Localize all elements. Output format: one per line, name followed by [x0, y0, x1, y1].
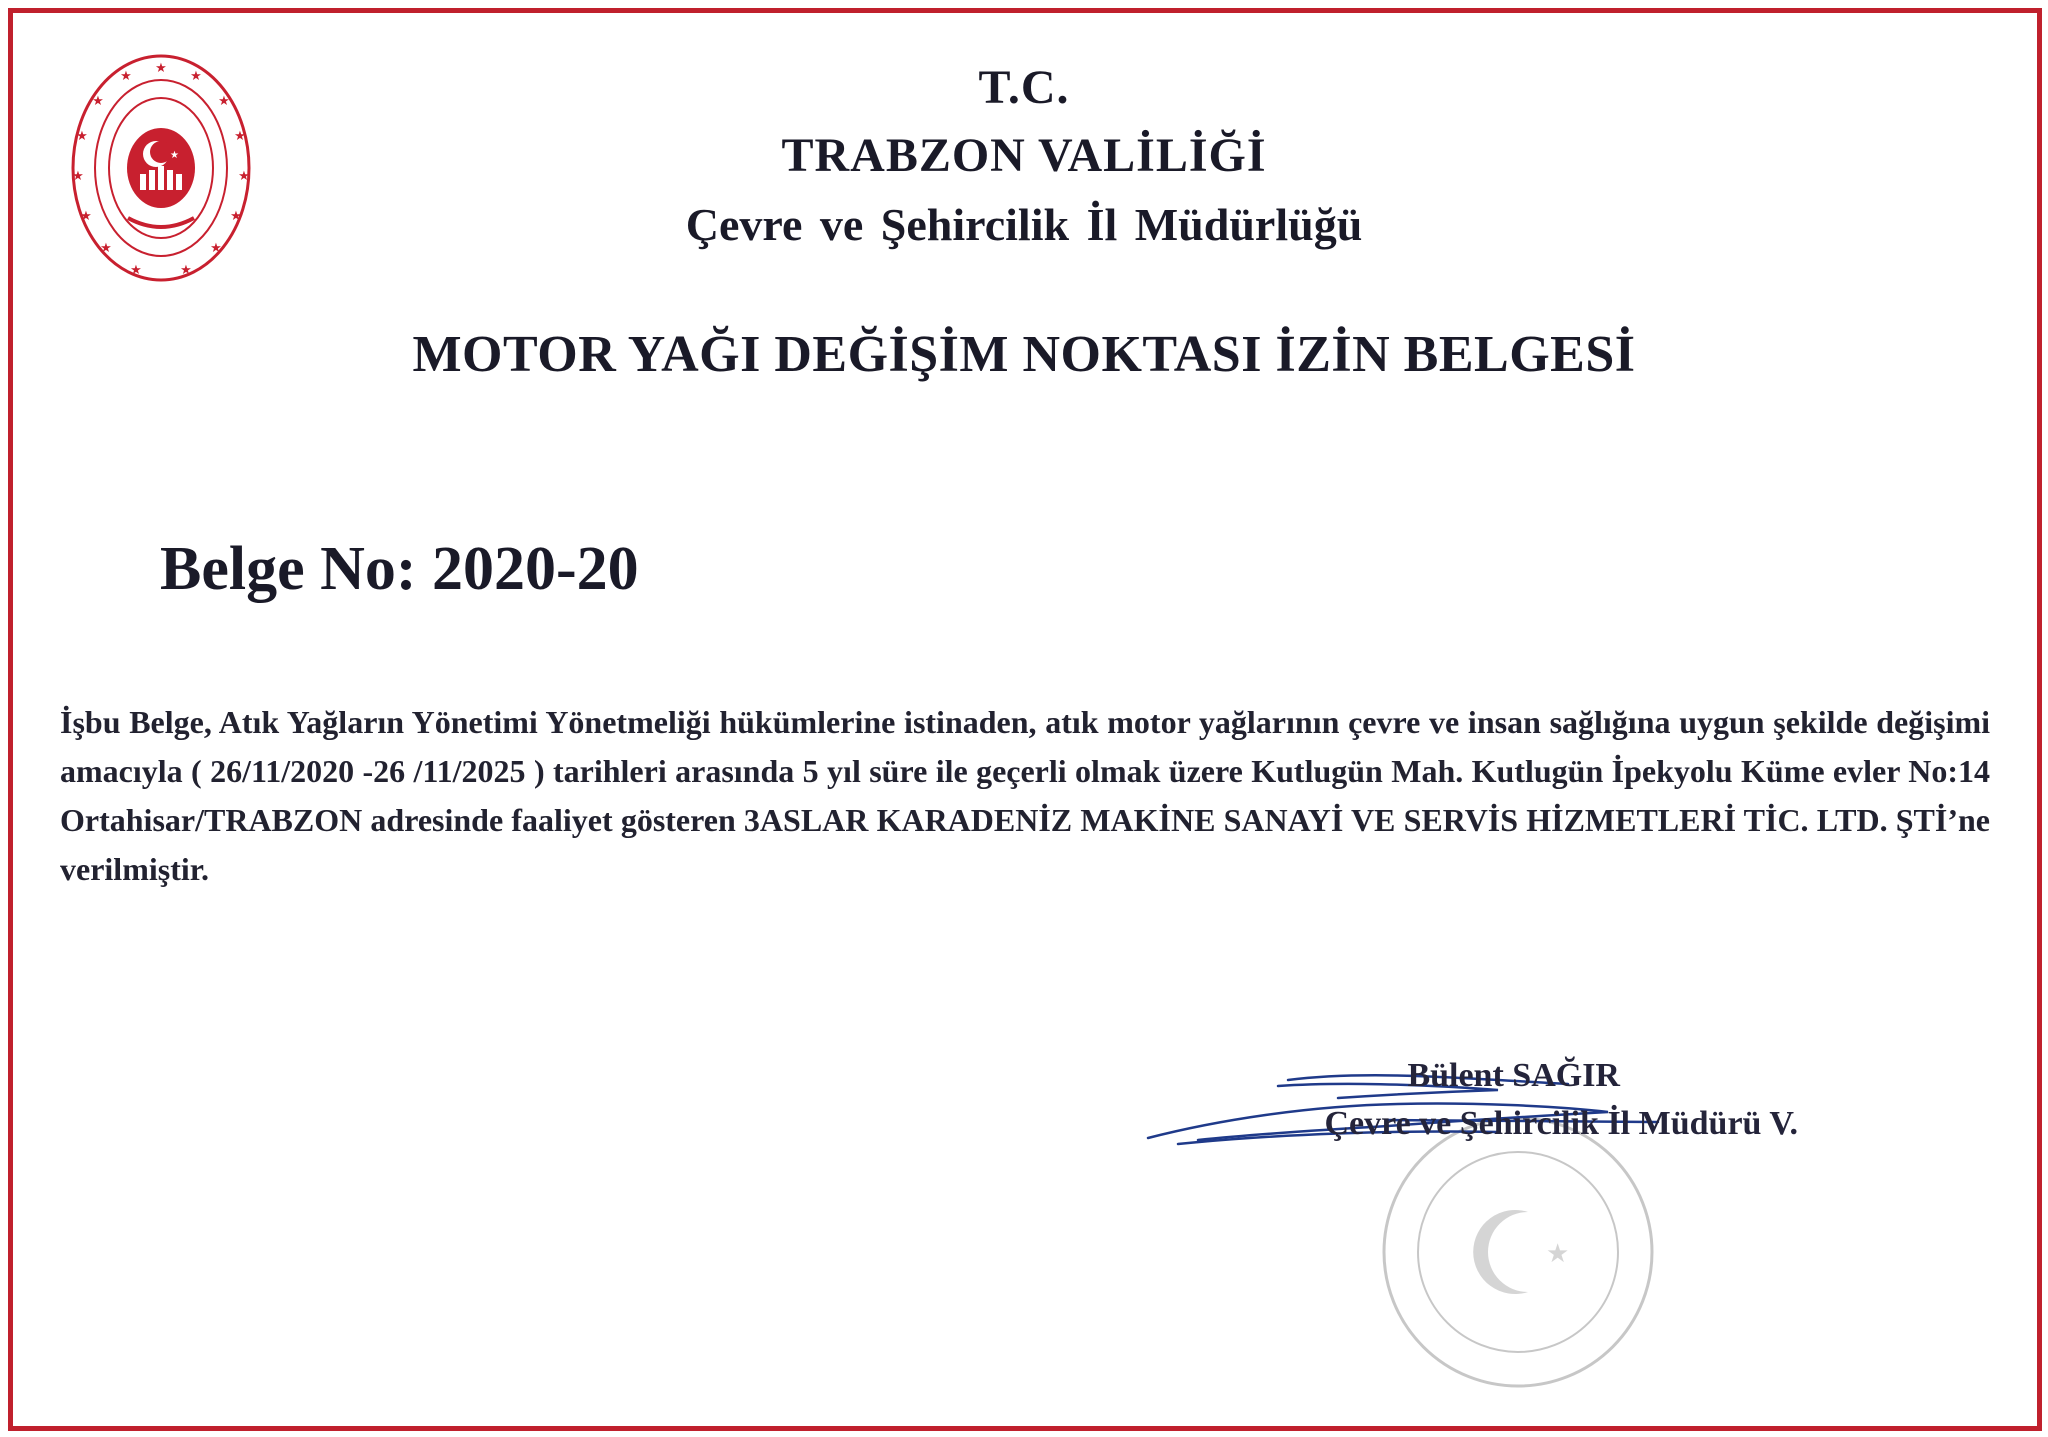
header-governorate: TRABZON VALİLİĞİ: [781, 129, 1267, 182]
svg-text:★: ★: [120, 69, 132, 84]
svg-text:★: ★: [238, 169, 250, 184]
svg-text:★: ★: [170, 150, 179, 161]
svg-text:★: ★: [210, 241, 222, 256]
svg-text:★: ★: [155, 61, 167, 76]
svg-text:★: ★: [180, 263, 192, 278]
svg-text:★: ★: [100, 241, 112, 256]
document-number: Belge No: 2020-20: [160, 535, 639, 603]
svg-text:★: ★: [230, 209, 242, 224]
svg-text:★: ★: [92, 94, 104, 109]
svg-text:★: ★: [130, 263, 142, 278]
document-body: İşbu Belge, Atık Yağların Yönetimi Yönetmeliği hükümlerine istinaden, atık motor yağlarının çevre ve insan sağlığına uygun şekilde değişimi amacıyla ( 26/11/2020 -26 /11/2025 ) tarihleri arasında 5 yıl süre ile geçerli olmak üzere Kutlugün Mah. Kutlugün İpekyolu Küme evler No:14 Ortahisar/TRABZON adresinde faaliyet gösteren 3ASLAR KARADENİZ MAKİNE SANAYİ VE SERVİS HİZMETLERİ TİC. LTD. ŞTİ’ne verilmiştir.: [60, 704, 1990, 887]
header-country: T.C.: [978, 61, 1070, 114]
header-directorate: Çevre ve Şehircilik İl Müdürlüğü: [685, 199, 1363, 250]
svg-text:★: ★: [72, 169, 84, 184]
svg-text:★: ★: [234, 129, 246, 144]
svg-text:★: ★: [218, 94, 230, 109]
svg-text:★: ★: [190, 69, 202, 84]
svg-text:★: ★: [1546, 1239, 1570, 1269]
svg-text:★: ★: [80, 209, 92, 224]
signature-block: [1220, 1052, 1820, 1148]
svg-text:★: ★: [76, 129, 88, 144]
document-title: MOTOR YAĞI DEĞİŞİM NOKTASI İZİN BELGESİ: [412, 326, 1636, 383]
signatory-title: Çevre ve Şehircilik İl Müdürü V.: [1324, 1105, 1798, 1142]
signatory-name: Bülent SAĞIR: [1407, 1057, 1620, 1094]
